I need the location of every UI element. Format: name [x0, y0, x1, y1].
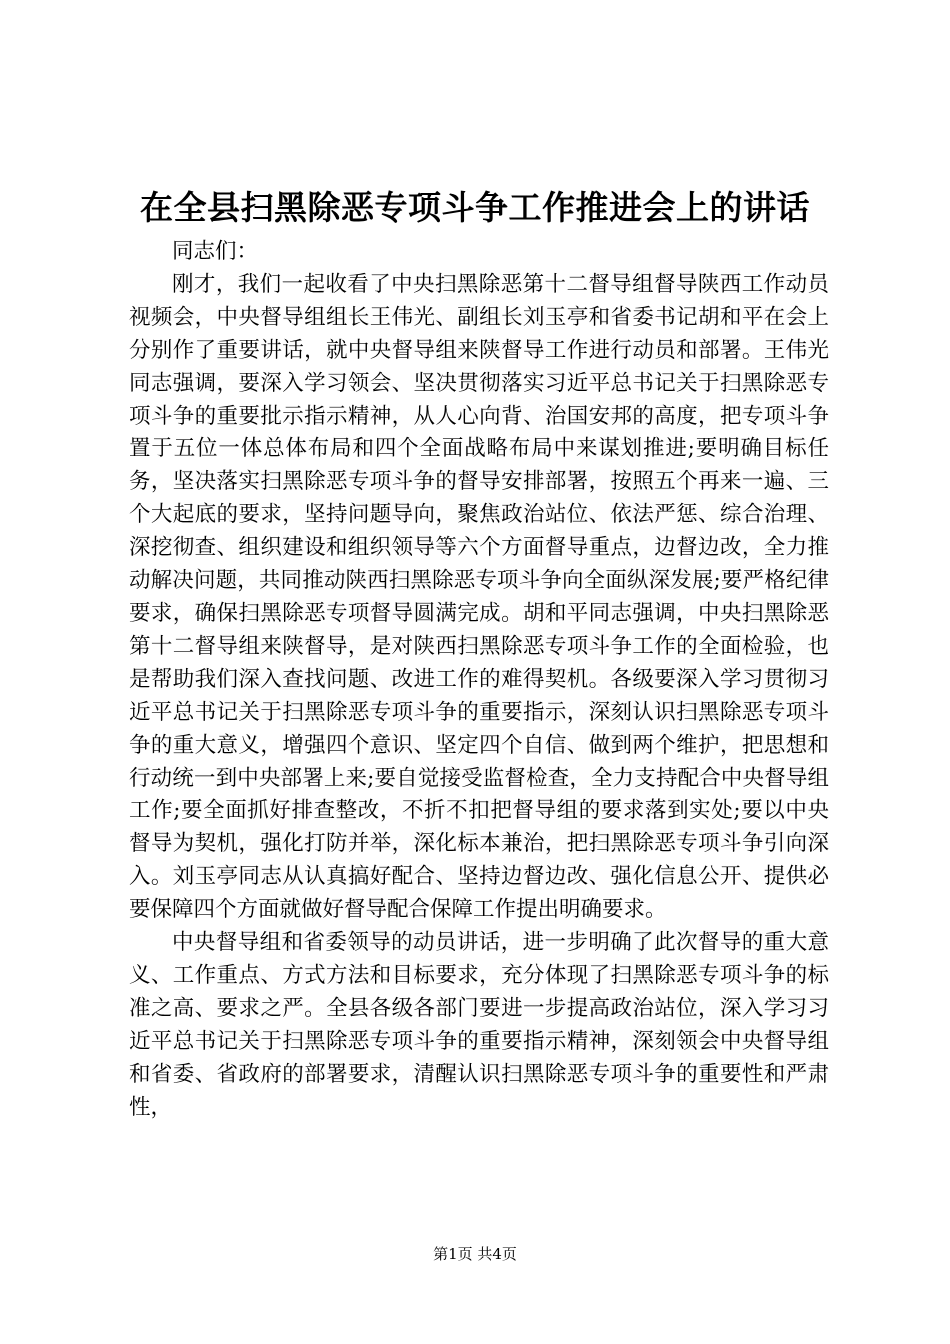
salutation: 同志们： — [172, 239, 259, 264]
page-number-footer: 第1页 共4页 — [433, 1245, 517, 1263]
paragraph: 刚才，我们一起收看了中央扫黑除恶第十二督导组督导陕西工作动员视频会，中央督导组组长王伟光、副组长刘玉亭和省委书记胡和平在会上分别作了重要讲话，就中央督导组来陕督导工作进行动员和部署。王伟光同志强调，要深入学习领会、坚决贯彻落实习近平总书记关于扫黑除恶专项斗争的重要批示指示精神，从人心向背、治国安邦的高度，把专项斗争置于五位一体总体布局和四个全面战略布局中来谋划推进;要明确目标任务，坚决落实扫黑除恶专项斗争的督导安排部署，按照五个再来一遍、三个大起底的要求，坚持问题导向，聚焦政治站位、依法严惩、综合治理、深挖彻查、组织建设和组织领导等六个方面督导重点，边督边改，全力推动解决问题，共同推动陕西扫黑除恶专项斗争向全面纵深发展;要严格纪律要求，确保扫黑除恶专项督导圆满完成。胡和平同志强调，中央扫黑除恶第十二督导组来陕督导，是对陕西扫黑除恶专项斗争工作的全面检验，也是帮助我们深入查找问题、改进工作的难得契机。各级要深入学习贯彻习近平总书记关于扫黑除恶专项斗争的重要指示，深刻认识扫黑除恶专项斗争的重大意义，增强四个意识、坚定四个自信、做到两个维护，把思想和行动统一到中央部署上来;要自觉接受监督检查，全力支持配合中央督导组工作;要全面抓好排查整改，不折不扣把督导组的要求落到实处;要以中央督导为契机，强化打防并举，深化标本兼治，把扫黑除恶专项斗争引向深入。刘玉亭同志从认真搞好配合、坚持边督边改、强化信息公开、提供必要保障四个方面就做好督导配合保障工作提出明确要求。 — [129, 271, 829, 923]
page-title: 在全县扫黑除恶专项斗争工作推进会上的讲话 — [140, 188, 810, 227]
paragraph: 中央督导组和省委领导的动员讲话，进一步明确了此次督导的重大意义、工作重点、方式方法和目标要求，充分体现了扫黑除恶专项斗争的标准之高、要求之严。全县各级各部门要进一步提高政治站位，深入学习习近平总书记关于扫黑除恶专项斗争的重要指示精神，深刻领会中央督导组和省委、省政府的部署要求，清醒认识扫黑除恶专项斗争的重要性和严肃性， — [129, 930, 829, 1120]
document-body — [129, 236, 829, 1124]
